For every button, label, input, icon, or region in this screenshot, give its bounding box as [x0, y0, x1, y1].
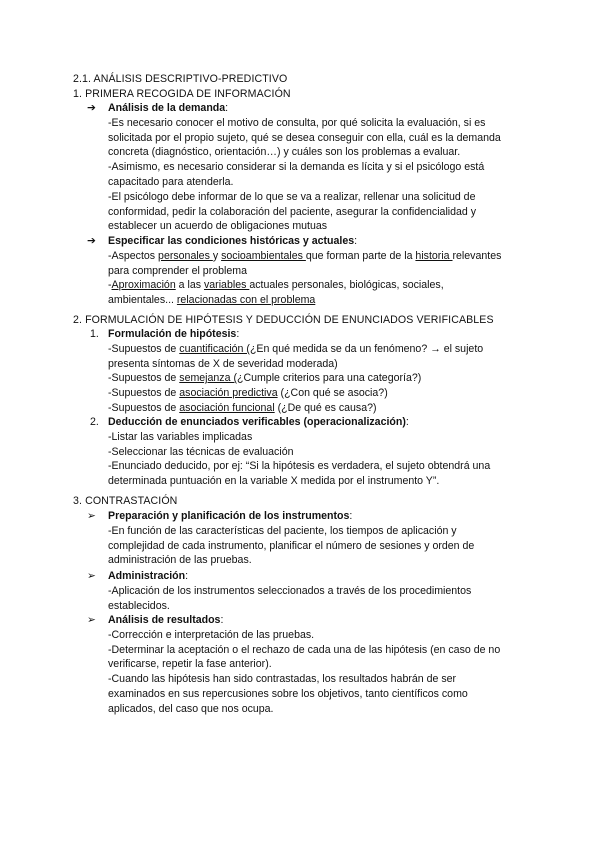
heading-contrastacion: 3. CONTRASTACIÓN [73, 495, 178, 507]
section-title: 2.1. ANÁLISIS DESCRIPTIVO-PREDICTIVO [73, 73, 288, 85]
list-number: 2. [90, 416, 99, 428]
text-line: concreta (diagnóstico, orientación…) y cuáles son los problemas a evaluar. [108, 146, 461, 159]
text-line: -Supuestos de asociación funcional (¿De qué es causa?) [108, 401, 377, 414]
text-line: -Aproximación a las variables actuales personales, biológicas, sociales, [108, 279, 444, 292]
arrow-bullet-icon: ➔ [87, 102, 96, 114]
block-analisis-resultados: ➢ Análisis de resultados: -Corrección e interpretación de las pruebas. -Determinar la aceptación o el rechazo de cada una de las hipótesis (en caso de no verificarse, repetir la fase anterior). -Cuando las hipótesis han sido contrastadas, los resultados habrán de ser examinados en sus repercusiones sobre los objetivos, tanto científicos como aplicados, del caso que nos ocupa. [108, 613, 528, 717]
text-line: para comprender el problema [108, 264, 247, 277]
list-number: 1. [90, 328, 99, 340]
block-condiciones: ➔ Especificar las condiciones históricas y actuales: -Aspectos personales y socioambientales que forman parte de la historia relevantes para comprender el problema -Aproximación a las variables actuales personales, biológicas, sociales, ambientales... relacionadas con el problema [108, 234, 528, 308]
text-line: administración de las pruebas. [108, 554, 252, 567]
text-line: -En función de las características del paciente, los tiempos de aplicación y [108, 524, 457, 537]
text-line: -Aplicación de los instrumentos seleccionados a través de los procedimientos [108, 584, 472, 597]
underlined-term: socioambientales [221, 249, 306, 262]
heading-formulacion: 2. FORMULACIÓN DE HIPÓTESIS Y DEDUCCIÓN DE ENUNCIADOS VERIFICABLES [73, 314, 494, 326]
text-line: -Aspectos personales y socioambientales que forman parte de la historia relevantes [108, 249, 502, 262]
text-line: -Enunciado deducido, por ej: “Si la hipótesis es verdadera, el sujeto obtendrá una [108, 460, 491, 473]
subheading-condiciones: Especificar las condiciones históricas y actuales [108, 235, 355, 247]
text-line: conformidad, pedir la colaboración del paciente, asegurar la confidencialidad y [108, 205, 477, 218]
text-line: -Es necesario conocer el motivo de consulta, por qué solicita la evaluación, si es [108, 116, 486, 129]
block-analisis-demanda: ➔ Análisis de la demanda: -Es necesario conocer el motivo de consulta, por qué solicita la evaluación, si es solicitada por el propio sujeto, qué se desea conseguir con ella, cuál es la demanda concreta (diagnóstico, orientación…) y cuáles son los problemas a evaluar. -Asimismo, es necesario considerar si la demanda es lícita y si el psicólogo está capacitado para atenderla. -El psicólogo debe informar de lo que se va a realizar, rellenar una solicitud de conformidad, pedir la colaboración del paciente, asegurar la confidencialidad y establecer un acuerdo de obligaciones mutuas [108, 101, 528, 234]
text-line: -Cuando las hipótesis han sido contrastadas, los resultados habrán de ser [108, 673, 457, 686]
text-line: -El psicólogo debe informar de lo que se va a realizar, rellenar una solicitud de [108, 190, 476, 203]
text-line: determinada puntuación en la variable X medida por el instrumento Y”. [108, 475, 440, 488]
arrow-bullet-icon: ➔ [87, 235, 96, 247]
text-line: capacitado para atenderla. [108, 175, 234, 188]
subheading-demanda: Análisis de la demanda [108, 102, 226, 114]
text-line: -Seleccionar las técnicas de evaluación [108, 445, 294, 458]
underlined-term: personales [158, 249, 213, 262]
text-line: ambientales... relacionadas con el problema [108, 294, 316, 307]
underlined-term: relacionadas con el problema [176, 294, 316, 307]
text-line: examinados en sus repercusiones sobre los objetivos, tanto científicos como [108, 687, 468, 700]
text-line: -Asimismo, es necesario considerar si la demanda es lícita y si el psicólogo está [108, 161, 485, 174]
block-preparacion: ➢ Preparación y planificación de los instrumentos: -En función de las características del paciente, los tiempos de aplicación y complejidad de cada instrumento, planificar el número de sesiones y orden de administración de las pruebas. [108, 509, 528, 568]
block-deduccion: 2. Deducción de enunciados verificables (operacionalización): -Listar las variables implicadas -Seleccionar las técnicas de evaluación -Enunciado deducido, por ej: “Si la hipótesis es verdadera, el sujeto obtendrá una determinada puntuación en la variable X medida por el instrumento Y”. [108, 415, 528, 489]
chevron-bullet-icon: ➢ [87, 510, 96, 522]
underlined-term: Aproximación [111, 279, 176, 292]
text-line: complejidad de cada instrumento, planificar el número de sesiones y orden de [108, 539, 475, 552]
subheading-deduccion: Deducción de enunciados verificables (operacionalización) [108, 416, 406, 428]
subheading-preparacion: Preparación y planificación de los instrumentos [108, 510, 350, 522]
text-line: -Corrección e interpretación de las pruebas. [108, 628, 315, 641]
text-line: presenta síntomas de X de severidad moderada) [108, 357, 338, 370]
underlined-term: semejanza ( [179, 372, 237, 385]
text-line: -Supuestos de asociación predictiva (¿Con qué se asocia?) [108, 387, 388, 400]
text-line: -Listar las variables implicadas [108, 430, 253, 443]
block-administracion: ➢ Administración: -Aplicación de los instrumentos seleccionados a través de los procedimientos establecidos. [108, 569, 528, 613]
subheading-administracion: Administración [108, 570, 186, 582]
underlined-term: cuantificación ( [179, 342, 250, 355]
text-line: aplicados, del caso que nos ocupa. [108, 702, 274, 715]
heading-primera-recogida: 1. PRIMERA RECOGIDA DE INFORMACIÓN [73, 88, 291, 100]
text-line: verificarse, repetir la fase anterior). [108, 658, 272, 671]
chevron-bullet-icon: ➢ [87, 614, 96, 626]
underlined-term: historia [415, 249, 453, 262]
text-line: -Supuestos de cuantificación (¿En qué medida se da un fenómeno? → el sujeto [108, 342, 484, 355]
underlined-term: asociación funcional [179, 401, 275, 414]
text-line: establecidos. [108, 599, 170, 612]
subheading-resultados: Análisis de resultados [108, 614, 221, 626]
text-line: solicitada por el propio sujeto, qué se desea conseguir con ella, cuál es la demanda [108, 131, 501, 144]
block-formulacion-hipotesis: 1. Formulación de hipótesis: -Supuestos de cuantificación (¿En qué medida se da un fenómeno? → el sujeto presenta síntomas de X de severidad moderada) -Supuestos de semejanza (¿Cumple criterios para una categoría?) -Supuestos de asociación predictiva (¿Con qué se asocia?) -Supuestos de asociación funcional (¿De qué es causa?) [108, 327, 528, 416]
text-line: -Determinar la aceptación o el rechazo de cada una de las hipótesis (en caso de no [108, 643, 501, 656]
underlined-term: asociación predictiva [179, 387, 278, 400]
text-line: establecer un acuerdo de obligaciones mutuas [108, 220, 328, 233]
underlined-term: variables [203, 279, 250, 292]
text-line: -Supuestos de semejanza (¿Cumple criterios para una categoría?) [108, 372, 422, 385]
chevron-bullet-icon: ➢ [87, 570, 96, 582]
subheading-formulacion: Formulación de hipótesis [108, 328, 237, 340]
